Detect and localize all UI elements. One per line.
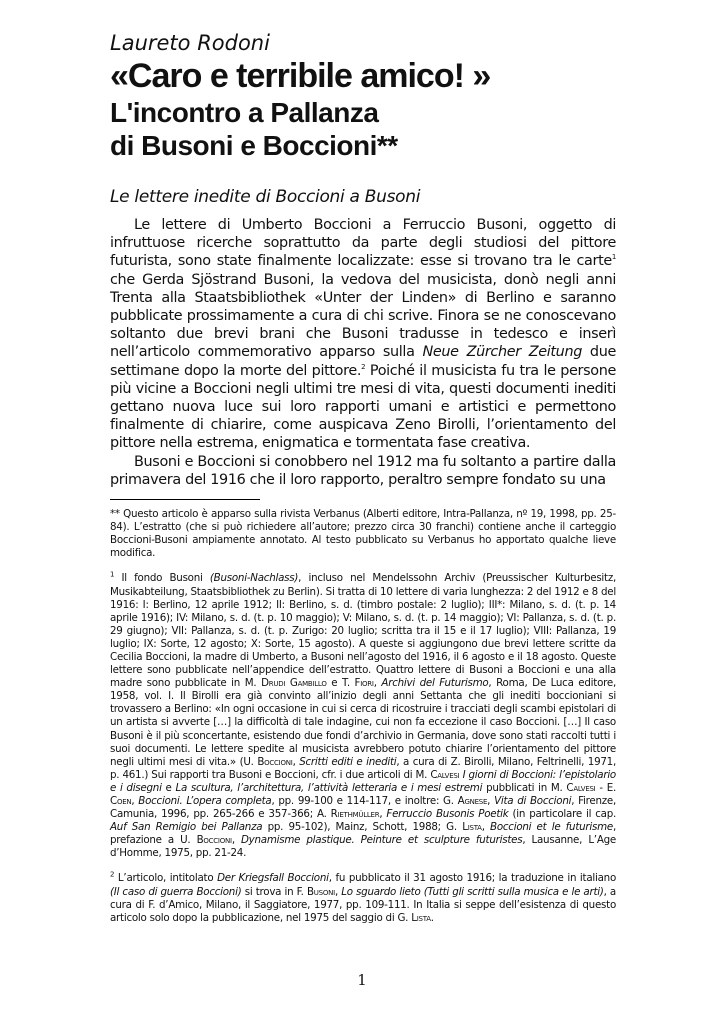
footnote-star: ** Questo articolo è apparso sulla rivista Verbanus (Alberti editore, Intra-Pallanza, nº 19, 1998, pp. 25-84). L’estratto (che si può richiedere all’autore; prezzo circa 30 franchi) contiene anche il carteggio Boccioni-Busoni ampiamente annotato. Al testo pubblicato su Verbanus ho apportato qualche lieve modifica. [110, 508, 616, 560]
article-page [110, 30, 616, 937]
section-heading: Le lettere inedite di Boccioni a Busoni [110, 187, 421, 207]
footnote-ref-2[interactable]: 2 [361, 362, 366, 371]
author-name: Laureto Rodoni [110, 31, 270, 55]
footnote-ref-1[interactable]: 1 [611, 253, 616, 262]
article-subtitle-line1: L'incontro a Pallanza [110, 97, 379, 128]
footnote-separator [110, 499, 260, 500]
page-number: 1 [357, 971, 367, 989]
footnote-1: $^1$ Il fondo Busoni (Busoni-Nachlass), incluso nel Mendelssohn Archiv (Preussischer Kulturbesitz, Musikabteilung, Staatsbibliothek zu Berlin). Si tratta di 10 lettere di varia lunghezza: 2 del 1912 e 8 del 1916: I: Berlino, 12 aprile 1912; II: Berlino, s. d. (timbro postale: 2 luglio); III*: Milano, s. d. (t. p. 14 aprile 1916); IV: Milano, s. d. (t. p. 10 maggio); V: Milano, s. d. (t. p. 14 maggio); VI: Pallanza, s. d. (t. p. 29 giugno); VII: Pallanza, s. d. (t. p. Zurigo: 20 luglio; scritta tra il 15 e il 17 luglio); VIII: Pallanza, 19 luglio; IX: Sorte, 12 agosto; X: Sorte, 15 agosto). A queste si aggiungono due brevi lettere scritte da Cecilia Boccioni, la madre di Umberto, a Busoni nell’agosto del 1916, il 6 agosto e il 18 agosto. Queste lettere sono pubblicate nell’appendice dell’estratto. Quattro lettere di Busoni a Boccioni e una alla madre sono pubblicate in M. Drudi Gambillo e T. Fiori, Archivi del Futurismo, Roma, De Luca editore, 1958, vol. I. Il Birolli era già convinto all’inizio degli anni Settanta che gli inediti boccioniani si trovassero a Berlino: «In ogni occasione in cui si cerca di ricostruire i tracciati degli scambi epistolari di un artista si avverte […] la difficoltà di tale indagine, cui non fa eccezione il caso Boccioni. […] Il caso Busoni è il più sconcertante, esistendo due fondi d’archivio in Germania, dove sono stati raccolti tutti i suoi documenti. Le lettere spedite al musicista avrebbero potuto chiarire l’orientamento del pittore negli ultimi mesi di vita.» (U. Boccioni, Scritti editi e inediti, a cura di Z. Birolli, Milano, Feltrinelli, 1971, p. 461.) Sui rapporti tra Busoni e Boccioni, cfr. i due articoli di M. Calvesi I giorni di Boccioni: l’epistolario e i disegni e La scultura, l’architettura, l’attività letteraria e i mesi estremi pubblicati in M. Calvesi - E. Coen, Boccioni. L’opera completa, pp. 99-100 e 114-117, e inoltre: G. Agnese, Vita di Boccioni, Firenze, Camunia, 1996, pp. 265-266 e 357-366; A. Riethmüller, Ferruccio Busonis Poetik (in particolare il cap. Auf San Remigio bei Pallanza pp. 95-102), Mainz, Schott, 1988; G. Lista, Boccioni et le futurisme, prefazione a U. Boccioni, Dynamisme plastique. Peinture et sculpture futuristes, Lausanne, L’Age d’Homme, 1975, pp. 21-24. [110, 571, 617, 860]
body-paragraph-1: Le lettere di Umberto Boccioni a Ferruccio Busoni, oggetto di infruttuose ricerche soprattutto da parte degli studiosi del pittore futurista, sono state finalmente localizzate: esse si trovano tra le carte$^1$ che Gerda Sjöstrand Busoni, la vedova del musicista, donò negli anni Trenta alla Staatsbibliothek «Unter der Linden» di Berlino e saranno pubblicate prossimamente a cura di chi scrive. Finora se ne conoscevano soltanto due brevi brani che Busoni tradusse in tedesco e inserì nell’articolo commemorativo apparso sulla Neue Zürcher Zeitung due settimane dopo la morte del pittore.$^2$ Poiché il musicista fu tra le persone più vicine a Boccioni negli ultimi tre mesi di vita, questi documenti inediti gettano nuova luce sui loro rapporti umani e artistici e permettono finalmente di chiarire, come auspicava Zeno Birolli, l’orientamento del pittore nella estrema, enigmatica e tormentata fase creativa. [110, 217, 616, 452]
body-paragraph-2: Busoni e Boccioni si conobbero nel 1912 ma fu soltanto a partire dalla primavera del 1916 che il loro rapporto, peraltro sempre fondato su una [110, 453, 616, 488]
article-subtitle-line2: di Busoni e Boccioni** [110, 130, 398, 161]
article-title: «Caro e terribile amico! » [110, 57, 491, 95]
footnote-2: $^2$ L’articolo, intitolato Der Kriegsfall Boccioni, fu pubblicato il 31 agosto 1916; la traduzione in italiano (Il caso di guerra Boccioni) si trova in F. Busoni, Lo sguardo lieto (Tutti gli scritti sulla musica e le arti), a cura di F. d’Amico, Milano, il Saggiatore, 1977, pp. 109-111. In Italia si seppe dell’esistenza di questo articolo solo dopo la pubblicazione, nel 1975 del saggio di G. Lista. [110, 871, 617, 924]
